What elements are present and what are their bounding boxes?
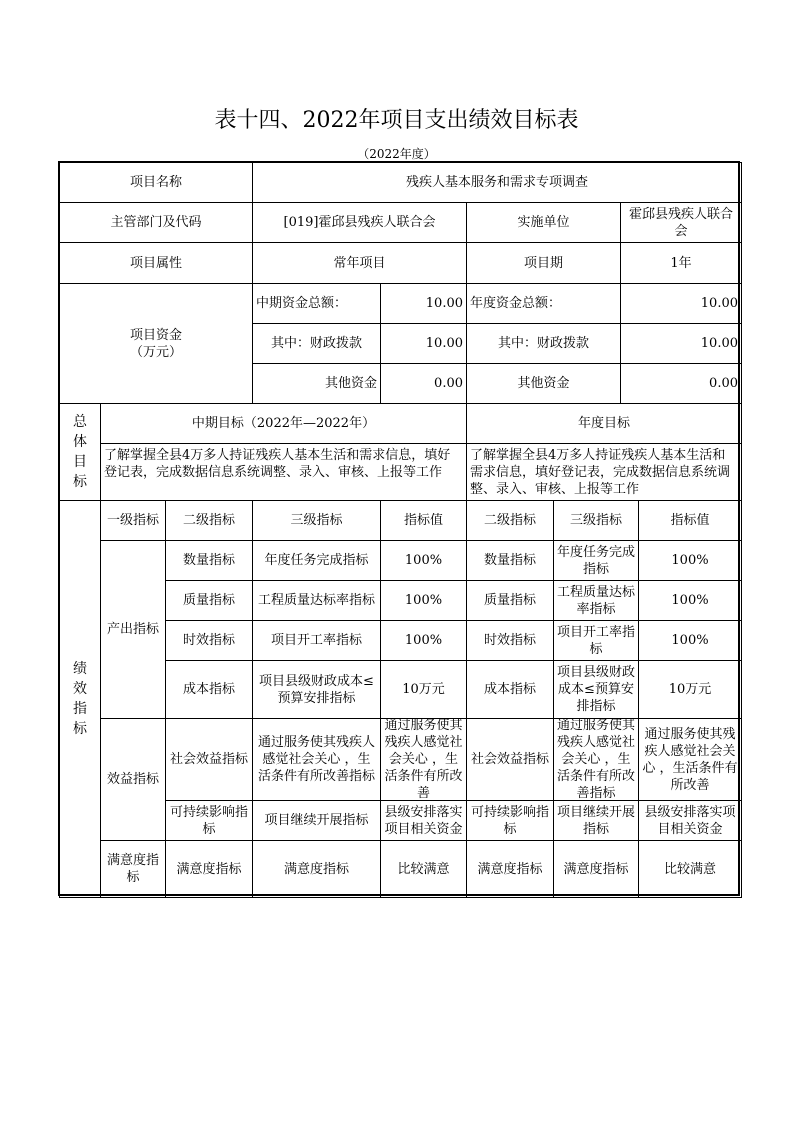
- indicator-cell-text: 10万元: [668, 682, 712, 697]
- indicator-cell-text: 可持续影响指标: [470, 804, 549, 837]
- indicator-cell: [380, 660, 467, 719]
- indicator-header: [638, 500, 742, 541]
- funds-mid-label-text: 其中：财政拨款: [270, 336, 362, 351]
- funds-annual-label: [466, 363, 621, 404]
- indicator-cell: [380, 620, 467, 661]
- indicator-cell: [165, 800, 253, 841]
- indicator-header-text: 二级指标: [483, 513, 536, 528]
- attr-label: [59, 242, 253, 284]
- dept-label-text: 主管部门及代码: [110, 215, 202, 230]
- indicator-cell-text: 工程质量达标率指标: [257, 593, 375, 608]
- project-name-value: [252, 162, 742, 203]
- indicator-cell-text: 满意度指标: [283, 861, 349, 877]
- indicator-cell: [165, 620, 253, 661]
- indicator-header-text: 指标值: [670, 513, 710, 528]
- dept-label: [59, 202, 253, 243]
- indicator-cell-text: 100%: [404, 633, 443, 648]
- funds-mid-label: [252, 283, 381, 324]
- project-name-label: [59, 162, 253, 203]
- indicator-cell-text: 满意度指标: [477, 861, 543, 877]
- mid-goal-header-text: 中期目标（2022年—2022年）: [191, 416, 376, 431]
- funds-annual-label: [466, 323, 621, 364]
- indicator-cell-text: 项目县级财政成本≤预算安排指标: [557, 665, 636, 714]
- indicator-header: [100, 500, 166, 541]
- indicators-label-text: 绩效指标: [73, 661, 87, 737]
- indicator-cell-text: 比较满意: [663, 861, 716, 877]
- indicator-cell: [252, 800, 381, 841]
- indicator-cell: [252, 580, 381, 621]
- indicator-cell: [638, 800, 742, 841]
- annual-goal-text-text: 了解掌握全县4万多人持证残疾人基本生活和需求信息，填好登记表，完成数据信息系统调整、录入、审核、上报等工作: [470, 448, 731, 497]
- funds-mid-value: [380, 363, 467, 404]
- indicator-cell-text: 质量指标: [182, 593, 235, 608]
- indicator-cell-text: 通过服务使其残疾人感觉社会关心 ，生活条件有所改善: [642, 726, 738, 793]
- indicator-cell-text: 县级安排落实项目相关资金: [644, 804, 736, 837]
- overall-goals-label: [59, 403, 101, 501]
- indicator-cell-text: 社会效益指标: [169, 752, 248, 767]
- indicator-cell-text: 成本指标: [182, 682, 235, 697]
- indicator-cell-text: 项目开工率指标: [270, 633, 362, 648]
- indicator-cell: [466, 540, 554, 581]
- dept-value: [252, 202, 467, 243]
- indicator-cell: [638, 660, 742, 719]
- indicator-cell-text: 社会效益指标: [470, 752, 549, 767]
- period-value-text: 1年: [670, 255, 692, 271]
- annual-goal-text: [466, 443, 742, 501]
- indicator-cell: [553, 660, 639, 719]
- funds-annual-label-text: 其他资金: [517, 376, 570, 391]
- indicator-cell: [553, 620, 639, 661]
- period-label-text: 项目期: [523, 255, 563, 271]
- level1-satisfaction-text: 满意度指标: [106, 853, 159, 885]
- indicator-cell: [466, 840, 554, 898]
- funds-annual-label: [466, 283, 621, 324]
- indicator-cell: [638, 540, 742, 581]
- mid-goal-text-text: 了解掌握全县4万多人持证残疾人基本生活和需求信息，填好登记表，完成数据信息系统调整、录入、审核、上报等工作: [104, 448, 451, 480]
- indicator-cell-text: 县级安排落实项目相关资金: [384, 804, 463, 837]
- indicator-cell-text: 100%: [671, 633, 709, 648]
- indicator-cell-text: 项目县级财政成本≤预算安排指标: [259, 673, 374, 706]
- indicator-header-text: 三级指标: [290, 513, 343, 528]
- indicator-cell: [380, 540, 467, 581]
- indicator-cell: [638, 580, 742, 621]
- annual-goal-header: [466, 403, 742, 444]
- funds-mid-value: [380, 323, 467, 364]
- indicator-cell-text: 10万元: [402, 682, 445, 697]
- funds-mid-label-text: 中期资金总额：: [256, 296, 348, 311]
- indicator-header-text: 二级指标: [182, 513, 235, 528]
- funds-mid-value-text: 0.00: [434, 376, 463, 391]
- indicator-cell: [638, 718, 742, 801]
- indicator-cell: [553, 718, 639, 801]
- indicator-cell-text: 项目继续开展指标: [557, 804, 636, 837]
- funds-annual-label-text: 其中：财政拨款: [497, 336, 589, 351]
- indicator-cell: [466, 660, 554, 719]
- attr-value-text: 常年项目: [333, 255, 386, 271]
- indicator-cell-text: 100%: [671, 593, 709, 608]
- indicator-cell-text: 时效指标: [483, 633, 536, 648]
- indicator-cell: [380, 718, 467, 801]
- indicator-header: [380, 500, 467, 541]
- impl-value: [620, 202, 742, 243]
- indicator-cell: [553, 580, 639, 621]
- indicator-cell: [553, 540, 639, 581]
- funds-annual-value: [620, 323, 742, 364]
- indicator-header-text: 指标值: [403, 513, 443, 528]
- indicator-cell-text: 100%: [404, 553, 443, 568]
- impl-label: [466, 202, 621, 243]
- indicator-cell-text: 可持续影响指标: [169, 804, 248, 837]
- indicator-cell: [380, 840, 467, 898]
- indicator-header: [252, 500, 381, 541]
- indicator-cell: [252, 620, 381, 661]
- indicator-cell-text: 通过服务使其残疾人感觉社会关心 ，生活条件有所改善指标: [557, 718, 636, 801]
- indicator-cell-text: 通过服务使其残疾人感觉社会关心 ，生活条件有所改善: [384, 718, 463, 801]
- indicator-cell-text: 年度任务完成指标: [264, 553, 369, 568]
- indicator-header: [466, 500, 554, 541]
- indicator-cell-text: 工程质量达标率指标: [557, 584, 636, 617]
- indicator-cell: [252, 540, 381, 581]
- level1-output: [100, 540, 166, 719]
- level1-benefit: [100, 718, 166, 841]
- indicator-cell: [638, 620, 742, 661]
- period-value: [620, 242, 742, 284]
- indicator-cell: [466, 580, 554, 621]
- funds-mid-label: [252, 363, 381, 404]
- funds-mid-label: [252, 323, 381, 364]
- indicator-cell-text: 成本指标: [483, 682, 536, 697]
- page-title: 表十四、2022年项目支出绩效目标表: [214, 108, 579, 133]
- indicator-cell: [252, 718, 381, 801]
- level1-satisfaction: [100, 840, 166, 898]
- indicator-cell: [165, 840, 253, 898]
- indicator-cell-text: 质量指标: [483, 593, 536, 608]
- indicator-cell-text: 年度任务完成指标: [557, 544, 636, 577]
- mid-goal-text: [100, 443, 467, 501]
- indicator-header: [553, 500, 639, 541]
- indicator-cell: [165, 718, 253, 801]
- funds-mid-value-text: 10.00: [425, 296, 463, 311]
- indicator-cell: [165, 540, 253, 581]
- indicator-cell-text: 100%: [404, 593, 443, 608]
- impl-label-text: 实施单位: [517, 215, 570, 230]
- indicator-cell: [252, 840, 381, 898]
- indicator-header: [165, 500, 253, 541]
- funds-annual-value: [620, 283, 742, 324]
- overall-goals-label-text: 总体目标: [73, 414, 87, 490]
- indicator-cell-text: 满意度指标: [176, 861, 242, 877]
- attr-value: [252, 242, 467, 284]
- funds-mid-value: [380, 283, 467, 324]
- indicator-cell-text: 比较满意: [397, 861, 450, 877]
- indicator-cell: [380, 800, 467, 841]
- funds-annual-value: [620, 363, 742, 404]
- annual-goal-header-text: 年度目标: [577, 416, 630, 431]
- indicator-cell: [466, 620, 554, 661]
- indicator-cell: [165, 660, 253, 719]
- indicator-header-text: 一级指标: [106, 513, 159, 528]
- funds-mid-label-text: 其他资金: [324, 376, 377, 391]
- mid-goal-header: [100, 403, 467, 444]
- indicator-cell-text: 数量指标: [483, 553, 536, 568]
- indicator-cell-text: 项目继续开展指标: [264, 813, 369, 828]
- indicator-header-text: 三级指标: [569, 513, 622, 528]
- indicator-cell: [638, 840, 742, 898]
- indicator-cell: [380, 580, 467, 621]
- attr-label-text: 项目属性: [129, 255, 182, 271]
- indicator-cell-text: 通过服务使其残疾人感觉社会关心 ，生活条件有所改善指标: [257, 735, 375, 784]
- level1-benefit-text: 效益指标: [106, 772, 159, 787]
- indicator-cell: [252, 660, 381, 719]
- indicator-cell-text: 项目开工率指标: [557, 624, 636, 657]
- year-subtitle: （2022年度）: [357, 147, 436, 161]
- indicator-cell-text: 100%: [671, 553, 709, 568]
- indicator-cell-text: 时效指标: [182, 633, 235, 648]
- indicator-cell: [553, 840, 639, 898]
- funds-label-text: 项目资金 （万元）: [129, 327, 182, 360]
- funds-annual-value-text: 0.00: [709, 376, 738, 391]
- indicator-cell-text: 满意度指标: [563, 861, 629, 877]
- funds-mid-value-text: 10.00: [425, 336, 463, 351]
- funds-annual-value-text: 10.00: [700, 336, 738, 351]
- level1-output-text: 产出指标: [106, 622, 159, 637]
- project-name-value-text: 残疾人基本服务和需求专项调查: [405, 175, 588, 190]
- funds-annual-label-text: 年度资金总额：: [470, 296, 562, 311]
- project-name-label-text: 项目名称: [129, 175, 182, 190]
- indicators-label: [59, 500, 101, 898]
- indicator-cell: [466, 718, 554, 801]
- indicator-cell: [553, 800, 639, 841]
- funds-annual-value-text: 10.00: [700, 296, 738, 311]
- indicator-cell-text: 数量指标: [182, 553, 235, 568]
- funds-label: [59, 283, 253, 404]
- indicator-cell: [165, 580, 253, 621]
- period-label: [466, 242, 621, 284]
- indicator-cell: [466, 800, 554, 841]
- dept-value-text: [019]霍邱县残疾人联合会: [283, 215, 436, 230]
- impl-value-text: 霍邱县残疾人联合会: [628, 206, 733, 239]
